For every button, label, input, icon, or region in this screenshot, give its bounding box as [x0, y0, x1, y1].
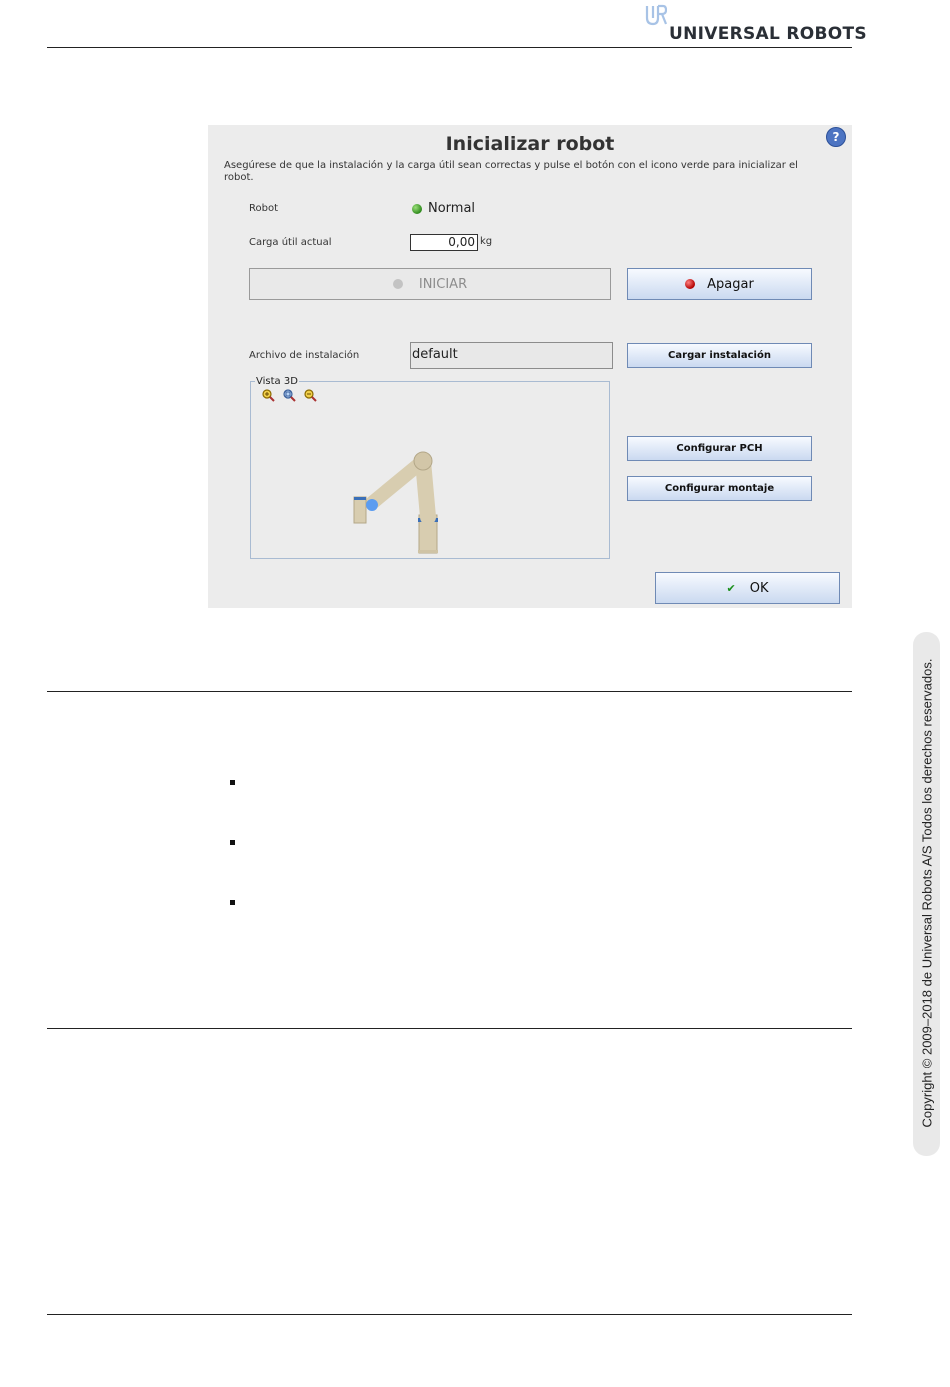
brand-name: UNIVERSAL ROBOTS — [669, 24, 867, 44]
zoom-in-icon[interactable] — [261, 388, 275, 402]
checkmark-icon: ✔ — [726, 581, 736, 595]
status-ok-icon — [412, 204, 422, 214]
install-file-label: Archivo de instalación — [249, 350, 360, 361]
payload-label: Carga útil actual — [249, 237, 332, 248]
power-off-button[interactable] — [627, 268, 812, 300]
robot-arm-3d-model[interactable] — [346, 447, 456, 557]
copyright-text: Copyright © 2009–2018 de Universal Robots A/S Todos los derechos reservados. — [919, 658, 935, 1128]
install-file-field[interactable]: default — [410, 342, 613, 369]
bullet-marker — [230, 840, 235, 845]
bullet-marker — [230, 900, 235, 905]
dialog-title: Inicializar robot — [445, 133, 615, 155]
power-off-label: Apagar — [707, 276, 754, 292]
header-divider — [47, 47, 852, 48]
start-status-icon — [393, 279, 403, 289]
configure-mounting-button[interactable]: Configurar montaje — [627, 476, 812, 501]
robot-status — [412, 201, 475, 216]
section-divider-1 — [47, 691, 852, 692]
section-divider-2 — [47, 1028, 852, 1029]
ok-label: OK — [749, 580, 769, 596]
footer-divider — [47, 1314, 852, 1315]
start-button[interactable] — [249, 268, 611, 300]
power-off-icon — [685, 279, 695, 289]
robot-label: Robot — [249, 203, 279, 214]
load-installation-button[interactable]: Cargar instalación — [627, 343, 812, 368]
start-button-label: INICIAR — [418, 276, 468, 292]
bullet-marker — [230, 780, 235, 785]
view-3d-panel — [250, 376, 610, 559]
initialize-robot-dialog — [208, 125, 852, 608]
zoom-fit-icon[interactable] — [282, 388, 296, 402]
payload-unit: kg — [480, 236, 493, 247]
zoom-out-icon[interactable] — [303, 388, 317, 402]
dialog-instructions: Asegúrese de que la instalación y la carga útil sean correctas y pulse el botón con el icono verde para inicializar el robot. — [224, 160, 798, 183]
configure-tcp-button[interactable]: Configurar PCH — [627, 436, 812, 461]
ur-logo-icon — [645, 4, 667, 28]
payload-input[interactable]: 0,00 — [410, 234, 478, 251]
help-icon[interactable]: ? — [826, 127, 846, 147]
robot-status-text: Normal — [428, 201, 476, 216]
ok-button[interactable] — [655, 572, 840, 604]
view-3d-label: Vista 3D — [256, 376, 298, 387]
universal-robots-logo — [645, 4, 867, 44]
